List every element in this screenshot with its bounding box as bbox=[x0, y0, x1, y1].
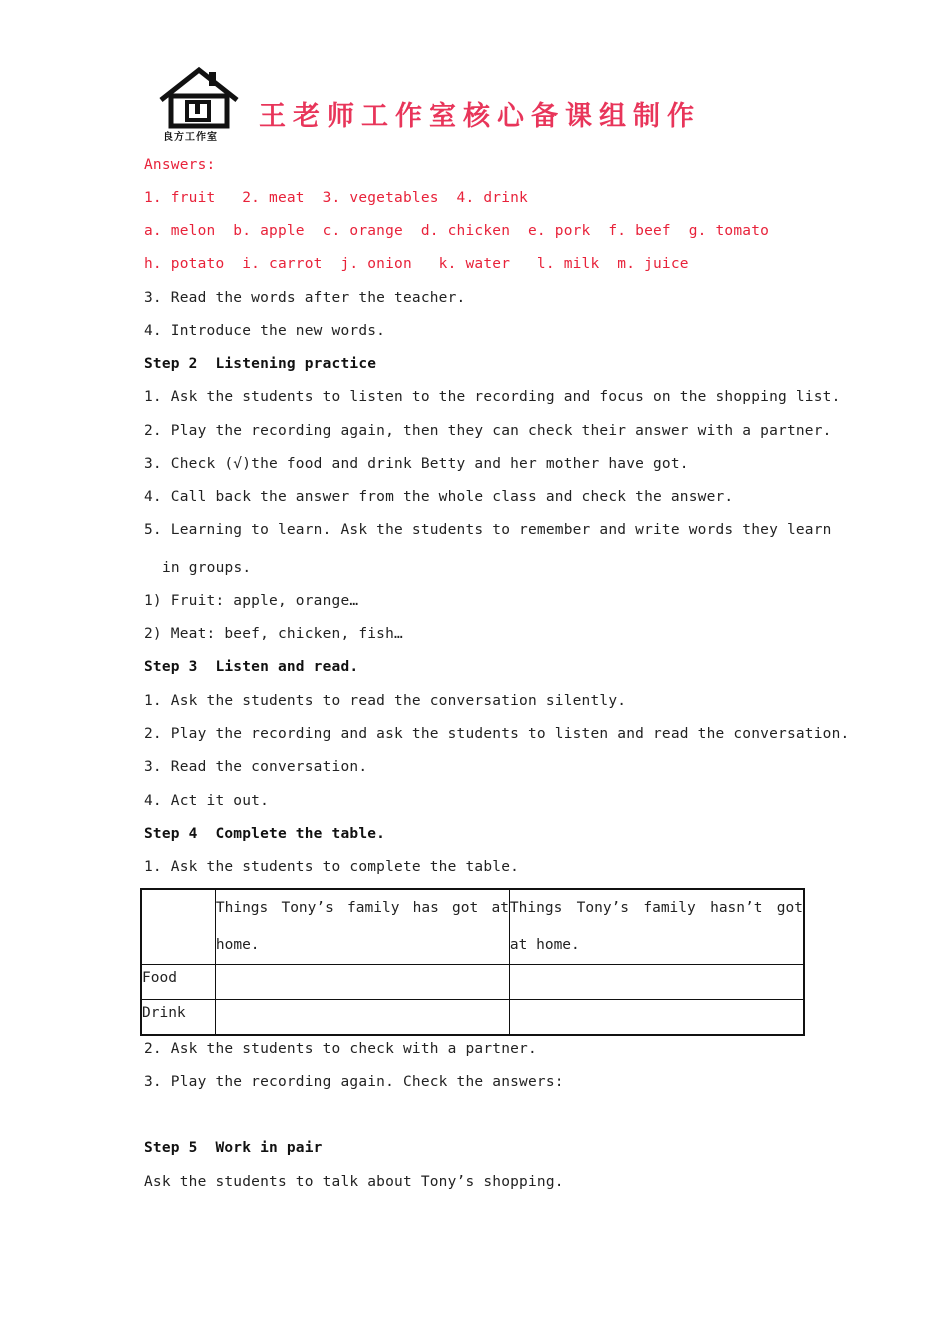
table-row bbox=[141, 965, 804, 1000]
step2-item-5-cont: in groups. bbox=[162, 560, 252, 576]
step2-sub-1: 1) Fruit: apple, orange… bbox=[144, 593, 359, 609]
table-header-hasnt-got bbox=[509, 889, 804, 965]
logo-caption: 良方工作室 bbox=[163, 132, 218, 143]
page-header bbox=[157, 66, 797, 144]
answers-line-3: h. potato i. carrot j. onion k. water l. milk m. juice bbox=[144, 256, 689, 272]
step3-item-4: 4. Act it out. bbox=[144, 793, 270, 809]
step2-item-4: 4. Call back the answer from the whole class and check the answer. bbox=[144, 489, 734, 505]
step3-item-3: 3. Read the conversation. bbox=[144, 759, 368, 775]
row-label-food bbox=[141, 965, 215, 1000]
step4-item-3: 3. Play the recording again. Check the answers: bbox=[144, 1074, 564, 1090]
step2-title: Step 2 Listening practice bbox=[144, 356, 377, 372]
table-corner-cell bbox=[141, 889, 215, 965]
step3-title: Step 3 Listen and read. bbox=[144, 659, 359, 675]
food-has-got-cell[interactable] bbox=[215, 965, 509, 1000]
step2-item-1: 1. Ask the students to listen to the recording and focus on the shopping list. bbox=[144, 389, 841, 405]
step4-title: Step 4 Complete the table. bbox=[144, 826, 386, 842]
step3-item-1: 1. Ask the students to read the conversation silently. bbox=[144, 693, 627, 709]
answers-line-1: 1. fruit 2. meat 3. vegetables 4. drink bbox=[144, 190, 528, 206]
step3-item-2: 2. Play the recording and ask the students to listen and read the conversation. bbox=[144, 726, 850, 742]
step1-item-4: 4. Introduce the new words. bbox=[144, 323, 386, 339]
step1-item-3: 3. Read the words after the teacher. bbox=[144, 290, 466, 306]
drink-hasnt-got-cell[interactable] bbox=[509, 1000, 804, 1035]
header-has-got-text: Things Tony’s family has got at home. bbox=[215, 900, 509, 953]
step4-item-2: 2. Ask the students to check with a partner. bbox=[144, 1041, 537, 1057]
table-row bbox=[141, 1000, 804, 1035]
food-hasnt-got-cell[interactable] bbox=[509, 965, 804, 1000]
banner-title: 王老师工作室核心备课组制作 bbox=[259, 101, 701, 132]
step4-item-1: 1. Ask the students to complete the table. bbox=[144, 859, 520, 875]
table-header-row bbox=[141, 889, 804, 965]
row-label-drink bbox=[141, 1000, 215, 1035]
drink-has-got-cell[interactable] bbox=[215, 1000, 509, 1035]
step2-item-3: 3. Check (√)the food and drink Betty and her mother have got. bbox=[144, 456, 689, 472]
step2-item-2: 2. Play the recording again, then they can check their answer with a partner. bbox=[144, 423, 832, 439]
row-label-food-text: Food bbox=[142, 970, 177, 986]
step2-item-5: 5. Learning to learn. Ask the students to remember and write words they learn bbox=[144, 522, 832, 538]
header-hasnt-got-text: Things Tony’s family hasn’t got at home. bbox=[509, 900, 803, 953]
step5-item-1: Ask the students to talk about Tony’s shopping. bbox=[144, 1174, 564, 1190]
table-header-has-got bbox=[215, 889, 509, 965]
answers-heading: Answers: bbox=[144, 157, 216, 173]
house-logo-icon bbox=[157, 66, 241, 144]
step5-title: Step 5 Work in pair bbox=[144, 1140, 323, 1156]
row-label-drink-text: Drink bbox=[142, 1005, 186, 1021]
shopping-table bbox=[140, 888, 805, 1036]
answers-line-2: a. melon b. apple c. orange d. chicken e. pork f. beef g. tomato bbox=[144, 223, 770, 239]
step2-sub-2: 2) Meat: beef, chicken, fish… bbox=[144, 626, 403, 642]
